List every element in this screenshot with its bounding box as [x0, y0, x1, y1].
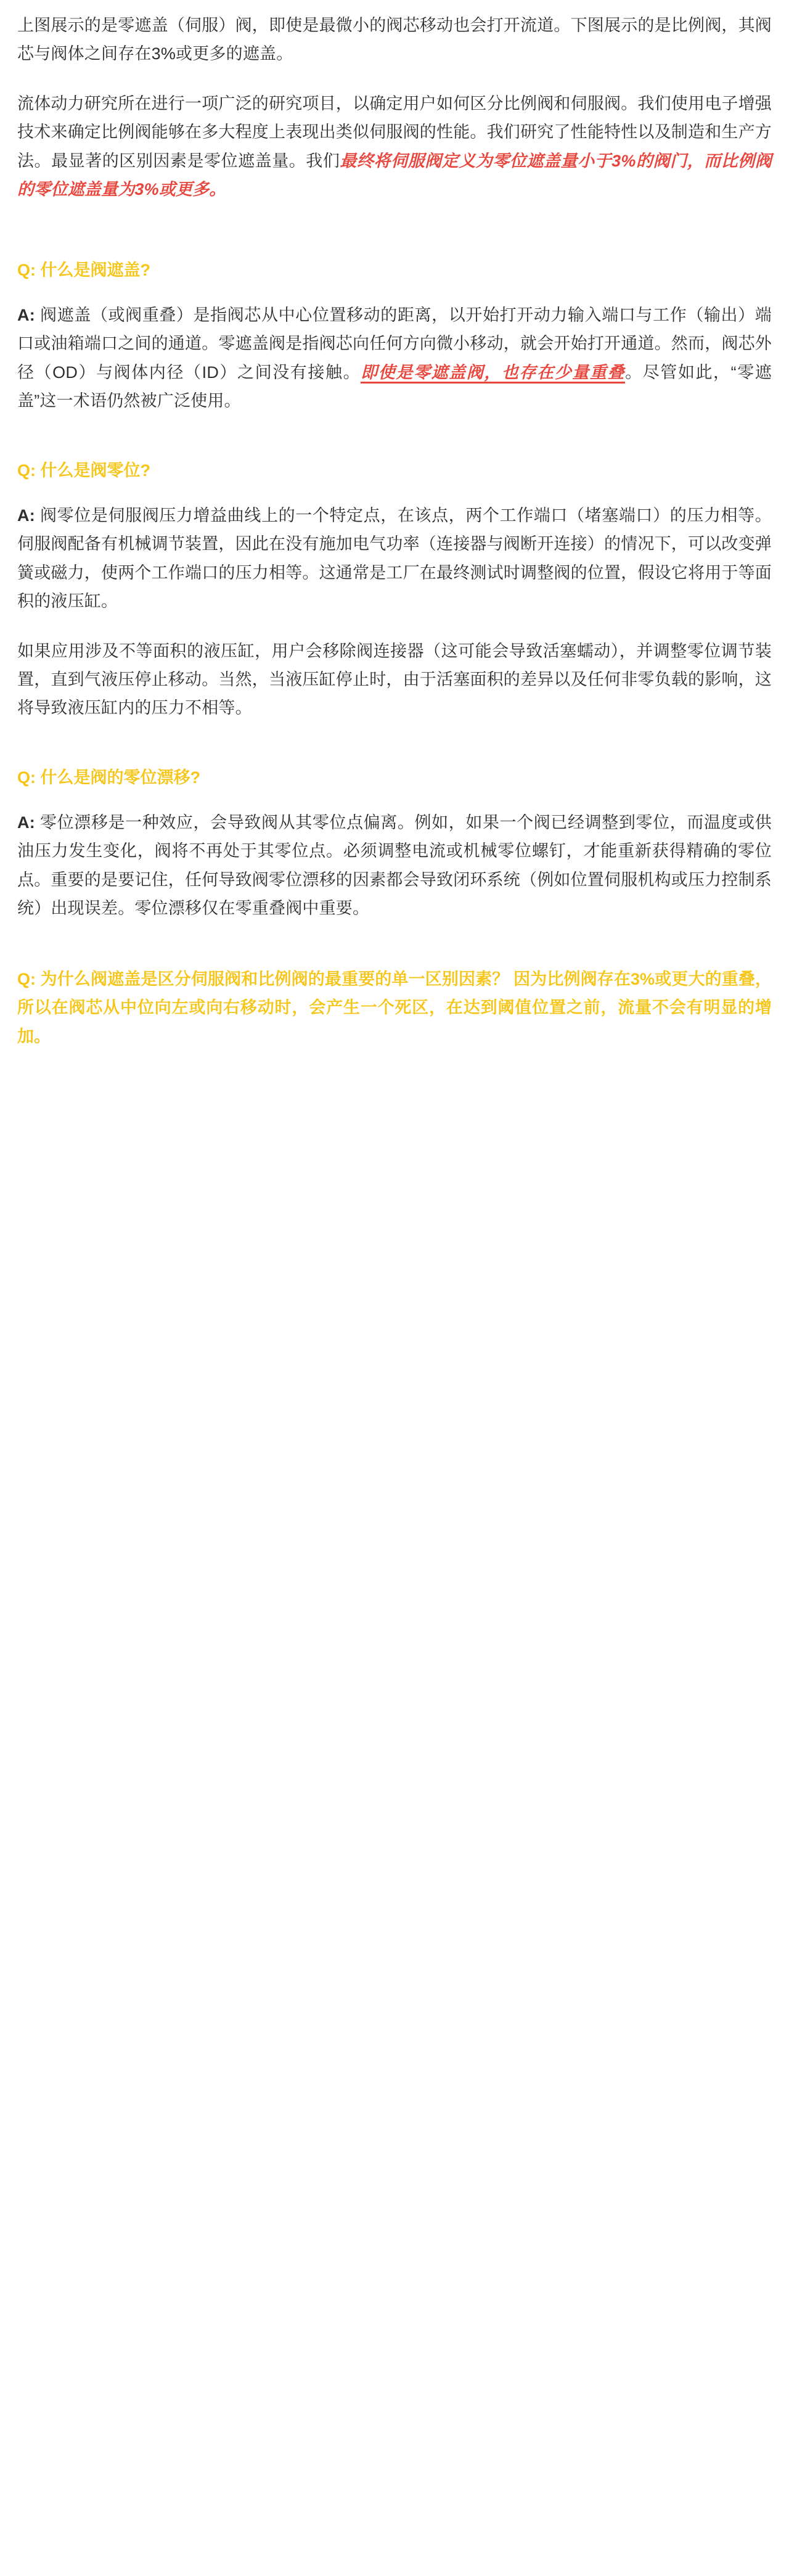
intro-text-2: 流体动力研究所在进行一项广泛的研究项目，以确定用户如何区分比例阀和伺服阀。我们使用电子增强技术来确定比例阀能够在多大程度上表现出类似伺服阀的性能。我们研究了性能特性以及制造和生产方法。最显著的区别因素是零位遮盖量。我们 [17, 94, 772, 170]
qa-block-3 [17, 765, 772, 923]
qa-block-2 [17, 457, 772, 723]
question-heading-2: Q: 什么是阀零位? [17, 461, 150, 480]
qa-block-4 [17, 965, 772, 1051]
question-heading-4: Q: 为什么阀遮盖是区分伺服阀和比例阀的最重要的单一区别因素？ 因为比例阀存在3%或更大的重叠，所以在阀芯从中位向左或向右移动时，会产生一个死区，在达到阈值位置之前，流量不会有明显的增加。 [17, 969, 772, 1046]
intro-emphasis: 最终将伺服阀定义为零位遮盖量小于3%的阀门，而比例阀的零位遮盖量为3%或更多。 [17, 151, 772, 199]
intro-paragraph-1 [17, 11, 772, 68]
answer-paragraph-1 [17, 301, 772, 416]
question-heading-1: Q: 什么是阀遮盖? [17, 260, 150, 279]
answer-paragraph-3 [17, 808, 772, 923]
spacer [17, 437, 772, 457]
answer-paragraph-2a [17, 501, 772, 616]
intro-paragraph-2 [17, 89, 772, 204]
document-page [0, 0, 789, 1094]
answer-paragraph-2b: 如果应用涉及不等面积的液压缸，用户会移除阀连接器（这可能会导致活塞蠕动），并调整零位调节装置，直到气液压停止移动。当然，当液压缸停止时，由于活塞面积的差异以及任何非零负载的影响，这将导致液压缸内的压力不相等。 [17, 641, 772, 718]
answer-text-1a: 阀遮盖（或阀重叠）是指阀芯从中心位置移动的距离，以开始打开动力输入端口与工作（输出）端口或油箱端口之间的通道。零遮盖阀是指阀芯向任何方向微小移动，就会开始打开通道。然而，阀芯外径（OD）与阀体内径（ID）之间没有接触。 [17, 305, 772, 382]
qa-block-1 [17, 257, 772, 416]
answer-label-2: A: [17, 506, 35, 525]
spacer [17, 225, 772, 257]
answer-text-1b: 。尽管如此，“零遮盖”这一术语仍然被广泛使用。 [17, 363, 772, 411]
answer-emphasis-1: 即使是零遮盖阀，也存在少量重叠 [361, 363, 625, 384]
spacer [17, 944, 772, 965]
answer-text-2a: 阀零位是伺服阀压力增益曲线上的一个特定点，在该点，两个工作端口（堵塞端口）的压力相等。伺服阀配备有机械调节装置，因此在没有施加电气功率（连接器与阀断开连接）的情况下，可以改变弹簧或磁力，使两个工作端口的压力相等。这通常是工厂在最终测试时调整阀的位置，假设它将用于等面积的液压缸。 [17, 506, 772, 611]
intro-text-1: 上图展示的是零遮盖（伺服）阀，即使是最微小的阀芯移动也会打开流道。下图展示的是比例阀，其阀芯与阀体之间存在3%或更多的遮盖。 [17, 16, 772, 64]
answer-text-3: 零位漂移是一种效应，会导致阀从其零位点偏离。例如，如果一个阀已经调整到零位，而温度或供油压力发生变化，阀将不再处于其零位点。必须调整电流或机械零位螺钉，才能重新获得精确的零位点。重要的是要记住，任何导致阀零位漂移的因素都会导致闭环系统（例如位置伺服机构或压力控制系统）出现误差。零位漂移仅在零重叠阀中重要。 [17, 813, 772, 918]
answer-label-3: A: [17, 813, 35, 832]
question-heading-3: Q: 什么是阀的零位漂移? [17, 768, 200, 787]
answer-label-1: A: [17, 305, 35, 324]
spacer [17, 744, 772, 765]
